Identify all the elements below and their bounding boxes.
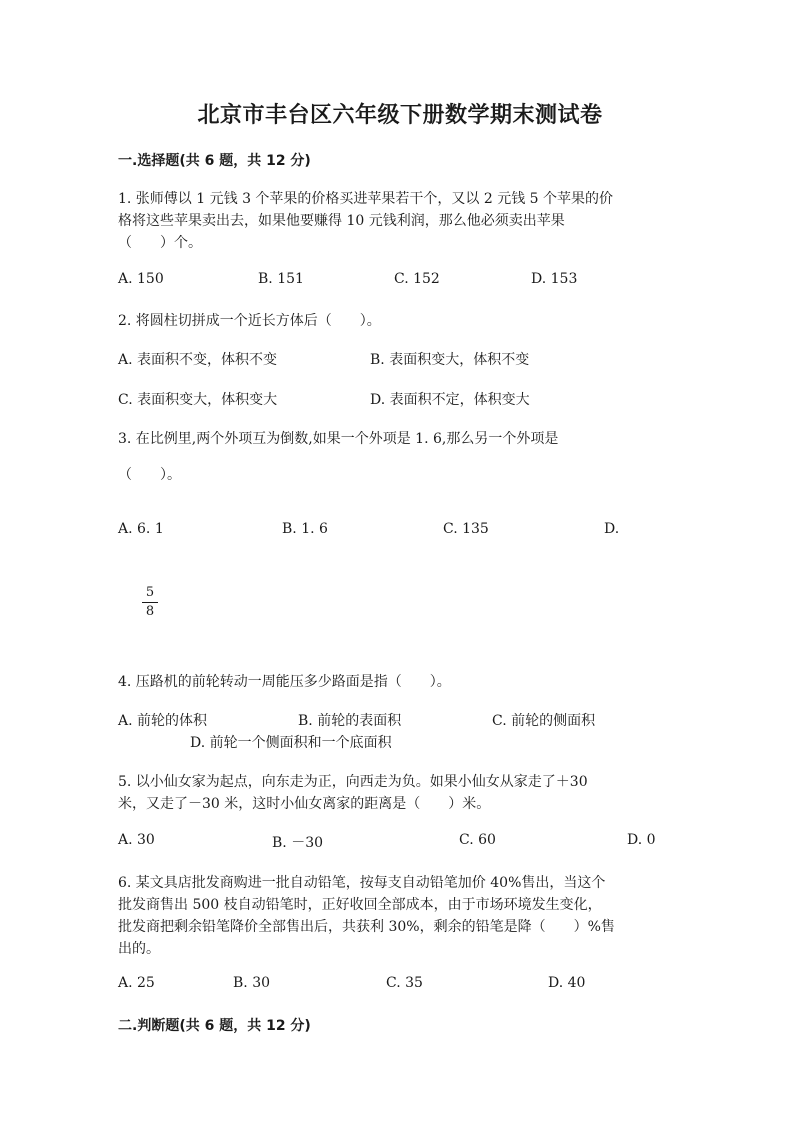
q2-option-c: C. 表面积变大，体积变大 (118, 392, 278, 408)
page-title: 北京市丰台区六年级下册数学期末测试卷 (197, 103, 603, 128)
q6-stem-line-3: 批发商把剩余铅笔降价全部售出后，共获利 30%，剩余的铅笔是降（ ）%售 (118, 919, 615, 935)
q2-option-a: A. 表面积不变，体积不变 (118, 352, 278, 368)
q1-option-b: B. 151 (258, 271, 304, 287)
q4-option-c: C. 前轮的侧面积 (492, 713, 596, 729)
section-heading-judgment: 二.判断题(共 6 题，共 12 分) (118, 1018, 311, 1034)
q6-stem-line-4: 出的。 (118, 941, 160, 957)
q5-option-d: D. 0 (627, 832, 656, 848)
q1-option-d: D. 153 (531, 271, 578, 287)
q1-option-a: A. 150 (118, 271, 164, 287)
q5-option-c: C. 60 (459, 832, 496, 848)
q6-option-b: B. 30 (233, 975, 271, 991)
fraction-denominator: 8 (145, 604, 155, 619)
q4-option-a: A. 前轮的体积 (118, 713, 208, 729)
q6-stem-line-2: 批发商售出 500 枝自动铅笔时，正好收回全部成本，由于市场环境发生变化， (118, 897, 602, 913)
q2-option-d: D. 表面积不定，体积变大 (370, 392, 530, 408)
q3-stem-line-2: （ ）。 (118, 467, 181, 483)
q1-stem-line-3: （ ）个。 (118, 235, 202, 251)
q3-option-d: D. (604, 521, 620, 537)
q3-option-a: A. 6. 1 (118, 521, 164, 537)
q1-stem-line-1: 1. 张师傅以 1 元钱 3 个苹果的价格买进苹果若干个，又以 2 元钱 5 个苹果的价 (118, 191, 614, 207)
q1-stem-line-2: 格将这些苹果卖出去，如果他要赚得 10 元钱利润，那么他必须卖出苹果 (118, 213, 565, 229)
q6-option-d: D. 40 (548, 975, 586, 991)
q5-stem-line-2: 米，又走了－30 米，这时小仙女离家的距离是（ ）米。 (118, 796, 491, 812)
q6-stem-line-1: 6. 某文具店批发商购进一批自动铅笔，按每支自动铅笔加价 40%售出，当这个 (118, 875, 606, 891)
q5-option-a: A. 30 (118, 832, 155, 848)
q4-option-b: B. 前轮的表面积 (298, 713, 402, 729)
q3-option-b: B. 1. 6 (282, 521, 328, 537)
q4-stem-line-1: 4. 压路机的前轮转动一周能压多少路面是指（ ）。 (118, 674, 451, 690)
q5-option-b: B. －30 (272, 835, 324, 851)
q3-stem-line-1: 3. 在比例里,两个外项互为倒数,如果一个外项是 1. 6,那么另一个外项是 (118, 431, 559, 447)
q3-option-c: C. 135 (443, 521, 489, 537)
q6-option-c: C. 35 (386, 975, 423, 991)
section-heading-choice: 一.选择题(共 6 题，共 12 分) (118, 153, 311, 169)
q2-stem-line-1: 2. 将圆柱切拼成一个近长方体后（ ）。 (118, 313, 381, 329)
fraction-numerator: 5 (145, 585, 155, 600)
q6-option-a: A. 25 (118, 975, 155, 991)
q2-option-b: B. 表面积变大，体积不变 (370, 352, 530, 368)
q1-option-c: C. 152 (394, 271, 440, 287)
fraction-bar (142, 602, 158, 603)
q4-option-d: D. 前轮一个侧面积和一个底面积 (190, 735, 392, 751)
q3-option-d-fraction (140, 586, 160, 619)
q5-stem-line-1: 5. 以小仙女家为起点，向东走为正，向西走为负。如果小仙女从家走了＋30 (118, 774, 588, 790)
